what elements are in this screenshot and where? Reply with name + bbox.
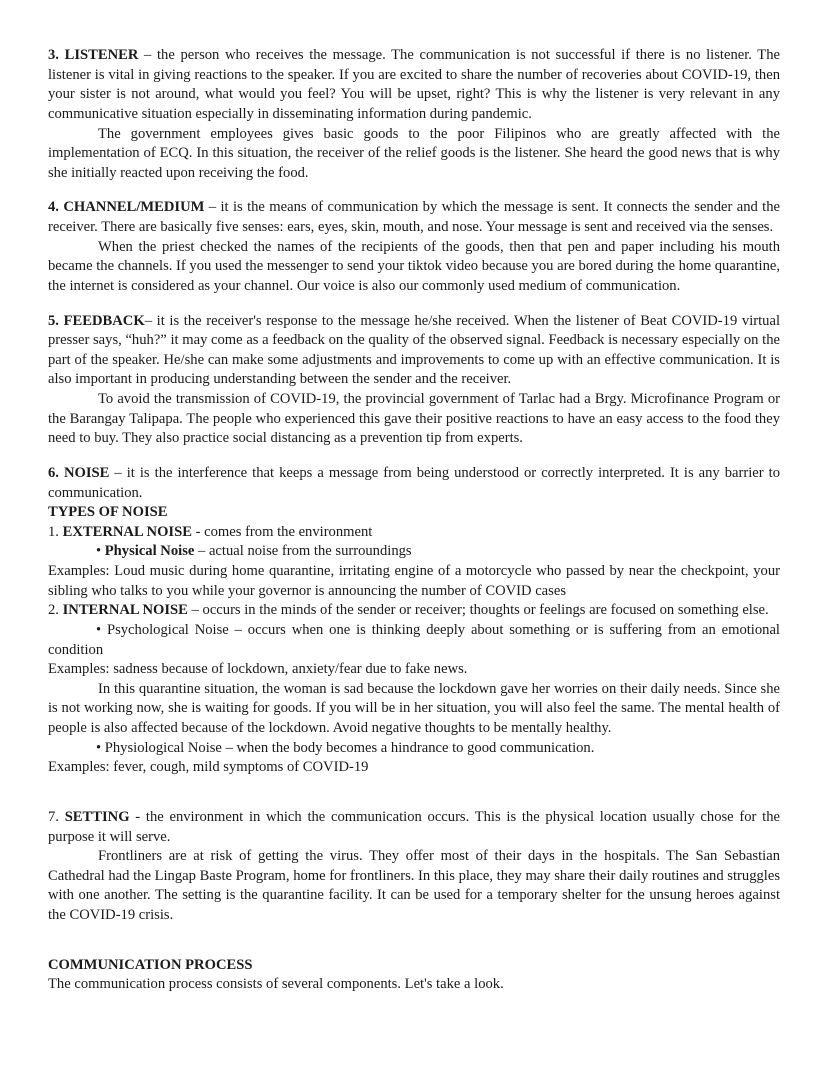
section-listener-definition	[48, 46, 780, 125]
section-listener-term: LISTENER	[64, 47, 139, 63]
section-channel-term: CHANNEL/MEDIUM	[63, 199, 205, 216]
spacer	[48, 926, 780, 956]
section-noise-separator: –	[109, 464, 127, 481]
physiological-noise-examples	[48, 758, 780, 778]
section-channel-example: When the priest checked the names of the recipients of the goods, then that pen and paper including his mouth became the channels. If you used the messenger to send your tiktok video because you are bored during the home quarantine, the internet is considered as your channel. Our voice is also our commonly used medium of communication.	[48, 238, 780, 294]
external-noise-examples-text: Loud music during home quarantine, irritating engine of a motorcycle who passed by near the checkpoint, your sibling who talks to you while your governor is announcing the number of COVID cases	[48, 563, 780, 599]
communication-process-text: The communication process consists of several components. Let's take a look.	[48, 976, 504, 993]
physiological-noise-name: Physiological Noise	[104, 739, 222, 756]
spacer	[48, 449, 780, 464]
physical-noise-bullet-marker: •	[96, 543, 102, 560]
spacer	[48, 297, 780, 312]
section-setting-example: Frontliners are at risk of getting the virus. They offer most of their days in the hospitals. The San Sebastian Cathedral had the Lingap Baste Program, home for frontliners. In this place, they may share their daily routines and struggles with one another. The setting is the quarantine facility. It can be used for a temporary shelter for the unsung heroes against the COVID-19 crisis.	[48, 848, 780, 923]
section-noise-lead: it is the interference that keeps a message from being understood or correctly interpreted. It is any barrier to communication.	[48, 464, 780, 501]
internal-noise-definition	[48, 601, 780, 621]
internal-noise-examples-text: sadness because of lockdown, anxiety/fear due to fake news.	[109, 661, 468, 678]
external-noise-definition-text: comes from the environment	[204, 523, 373, 540]
section-noise-term: NOISE	[63, 464, 110, 481]
psychological-noise-bullet	[48, 621, 780, 660]
section-listener-separator: –	[138, 47, 157, 63]
section-setting-separator: -	[129, 808, 146, 825]
physiological-noise-examples-label: Examples:	[48, 759, 110, 776]
physical-noise-name: Physical Noise	[104, 543, 195, 560]
external-noise-number: 1.	[48, 523, 59, 540]
physiological-noise-bullet-marker: •	[96, 739, 102, 756]
internal-noise-number: 2.	[48, 602, 59, 619]
section-feedback-example: To avoid the transmission of COVID-19, the provincial government of Tarlac had a Brgy. Microfinance Program or the Barangay Talipapa. The people who experienced this gave their positive reactions to have an easy access to the food they need to buy. They also practice social distancing as a prevention tip from experts.	[48, 391, 780, 447]
section-feedback-term: FEEDBACK	[63, 312, 145, 329]
external-noise-examples-label: Examples:	[48, 563, 110, 579]
section-feedback-definition	[48, 312, 780, 391]
spacer	[48, 778, 780, 808]
psychological-noise-name: Psychological Noise	[106, 621, 229, 638]
section-channel-lead: it is the means of communication by which the message is sent. It connects the sender and the receiver. There are basically five senses: ears, eyes, skin, mouth, and nose. Your message is sent and received via the senses.	[48, 199, 781, 235]
section-setting-definition	[48, 808, 780, 847]
internal-noise-examples-label: Examples:	[48, 661, 110, 678]
internal-noise-examples	[48, 660, 780, 680]
physiological-noise-bullet	[48, 739, 780, 759]
internal-noise-separator: –	[187, 602, 203, 619]
spacer	[48, 183, 780, 198]
section-channel-definition	[48, 198, 780, 237]
section-listener-number: 3.	[48, 47, 59, 63]
types-of-noise-heading: TYPES OF NOISE	[48, 504, 168, 521]
document-body	[48, 46, 780, 995]
external-noise-definition	[48, 523, 780, 543]
physiological-noise-examples-text: fever, cough, mild symptoms of COVID-19	[109, 759, 369, 776]
section-feedback-separator: –	[144, 312, 157, 329]
internal-noise-name: INTERNAL NOISE	[62, 602, 188, 619]
physical-noise-definition: actual noise from the surroundings	[208, 543, 412, 560]
external-noise-name: EXTERNAL NOISE	[62, 523, 192, 540]
section-setting-lead: the environment in which the communication occurs. This is the physical location usually chose for the purpose it will serve.	[48, 808, 780, 845]
external-noise-separator: -	[191, 523, 205, 540]
psychological-noise-bullet-marker: •	[96, 621, 102, 638]
section-feedback-lead: it is the receiver's response to the message he/she received. When the listener of Beat COVID-19 virtual presser says, “huh?” it may come as a feedback on the quality of the observed signal. Feedback is necessary especially on the part of the speaker. He/she can make some adjustments and improvements to come up with an effective communication. It is also important in producing understanding between the sender and the receiver.	[48, 312, 780, 388]
psychological-noise-definition: occurs when one is thinking deeply about something or is suffering from an emotional condition	[48, 621, 780, 658]
internal-noise-elaboration: In this quarantine situation, the woman is sad because the lockdown gave her worries on their daily needs. Since she is not working now, she is waiting for goods. If you will be in her situation, you will also feel the same. The mental health of people is also affected because of the lockdown. Avoid negative thoughts to be mentally healthy.	[48, 680, 780, 736]
section-setting-number: 7.	[48, 808, 59, 825]
section-channel-number: 4.	[48, 199, 59, 216]
section-listener-lead: the person who receives the message. The communication is not successful if there is no listener. The listener is vital in giving reactions to the speaker. If you are excited to share the number of recoveries about COVID-19, then your sister is not around, what would you feel? You will be upset, right? This is why the listener is very relevant in any communicative situation especially in disseminating information during pandemic.	[48, 47, 780, 122]
external-noise-examples	[48, 562, 780, 601]
psychological-noise-separator: –	[228, 621, 248, 638]
section-feedback-number: 5.	[48, 312, 59, 329]
internal-noise-definition-text: occurs in the minds of the sender or receiver; thoughts or feelings are focused on something else.	[202, 602, 769, 619]
section-channel-separator: –	[204, 199, 221, 216]
communication-process-heading: COMMUNICATION PROCESS	[48, 956, 253, 973]
physical-noise-bullet	[48, 542, 780, 562]
section-noise-number: 6.	[48, 464, 59, 481]
section-setting-term: SETTING	[64, 808, 130, 825]
section-noise-definition	[48, 464, 780, 503]
physiological-noise-separator: –	[221, 739, 237, 756]
physical-noise-separator: –	[194, 543, 209, 560]
section-listener-example: The government employees gives basic goods to the poor Filipinos who are greatly affected with the implementation of ECQ. In this situation, the receiver of the relief goods is the listener. She heard the good news that is why she initially reacted upon receiving the food.	[48, 125, 780, 181]
physiological-noise-definition: when the body becomes a hindrance to good communication.	[236, 739, 595, 756]
